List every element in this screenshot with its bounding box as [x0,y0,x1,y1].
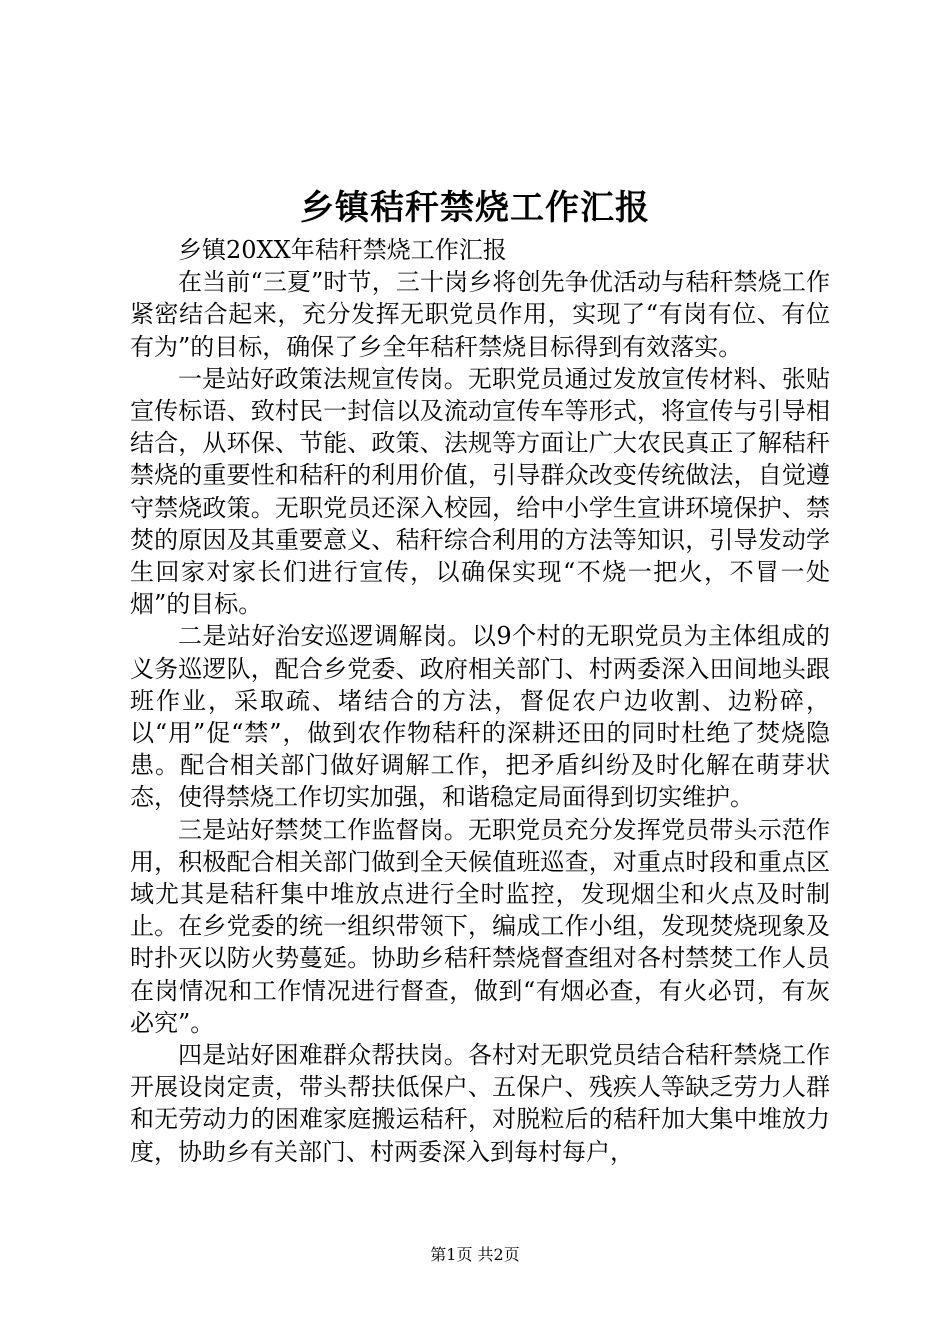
paragraph-point-4: 四是站好困难群众帮扶岗。各村对无职党员结合秸秆禁烧工作开展设岗定责，带头帮扶低保户、五保户、残疾人等缺乏劳力人群和无劳动力的困难家庭搬运秸秆，对脱粒后的秸秆加大集中堆放力度，协助乡有关部门、村两委深入到每村每户， [130,1041,830,1166]
document-title: 乡镇秸秆禁烧工作汇报 [300,188,650,228]
paragraph-point-2: 二是站好治安巡逻调解岗。以9个村的无职党员为主体组成的义务巡逻队，配合乡党委、政府相关部门、村两委深入田间地头跟班作业，采取疏、堵结合的方法，督促农户边收割、边粉碎，以“用”促“禁”，做到农作物秸秆的深耕还田的同时杜绝了焚烧隐患。配合相关部门做好调解工作，把矛盾纠纷及时化解在萌芽状态，使得禁烧工作切实加强，和谐稳定局面得到切实维护。 [130,622,830,812]
paragraph-point-3: 三是站好禁焚工作监督岗。无职党员充分发挥党员带头示范作用，积极配合相关部门做到全天候值班巡查，对重点时段和重点区域尤其是秸秆集中堆放点进行全时监控，发现烟尘和火点及时制止。在乡党委的统一组织带领下，编成工作小组，发现焚烧现象及时扑灭以防火势蔓延。协助乡秸秆禁烧督查组对各村禁焚工作人员在岗情况和工作情况进行督查，做到“有烟必查，有火必罚，有灰必究”。 [130,815,830,1037]
document-body [130,234,830,1168]
paragraph-subtitle: 乡镇20XX年秸秆禁烧工作汇报 [178,236,507,264]
page-number-footer: 第1页 共2页 [430,1245,520,1264]
paragraph-intro: 在当前“三夏”时节，三十岗乡将创先争优活动与秸秆禁烧工作紧密结合起来，充分发挥无职党员作用，实现了“有岗有位、有位有为”的目标，确保了乡全年秸秆禁烧目标得到有效落实。 [130,268,830,361]
paragraph-point-1: 一是站好政策法规宣传岗。无职党员通过发放宣传材料、张贴宣传标语、致村民一封信以及流动宣传车等形式，将宣传与引导相结合，从环保、节能、政策、法规等方面让广大农民真正了解秸秆禁烧的重要性和秸秆的利用价值，引导群众改变传统做法，自觉遵守禁烧政策。无职党员还深入校园，给中小学生宣讲环境保护、禁焚的原因及其重要意义、秸秆综合利用的方法等知识，引导发动学生回家对家长们进行宣传，以确保实现“不烧一把火，不冒一处烟”的目标。 [130,364,830,619]
